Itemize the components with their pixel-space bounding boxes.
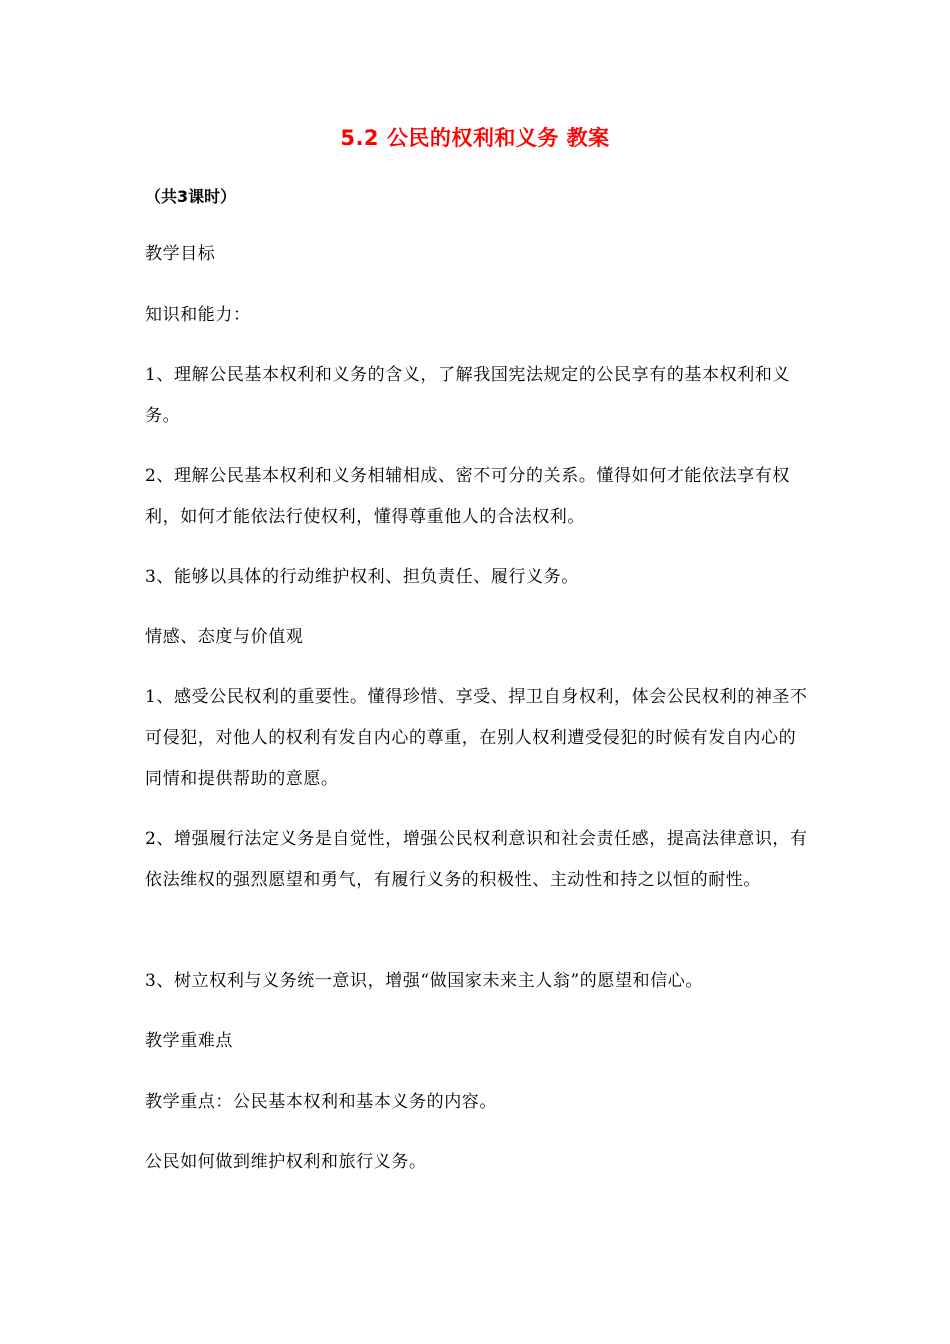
emotion-item-2: 2、增强履行法定义务是自觉性，增强公民权利意识和社会责任感，提高法律意识，有依法维权的强烈愿望和勇气，有履行义务的积极性、主动性和持之以恒的耐性。 bbox=[145, 829, 808, 890]
document-title: 5.2 公民的权利和义务 教案 bbox=[340, 126, 610, 150]
knowledge-item-2: 2、理解公民基本权利和义务相辅相成、密不可分的关系。懂得如何才能依法享有权利，如何才能依法行使权利，懂得尊重他人的合法权利。 bbox=[145, 466, 791, 527]
heading-knowledge-ability: 知识和能力： bbox=[145, 305, 251, 325]
lesson-count: （共3课时） bbox=[145, 187, 237, 206]
heading-teaching-goals: 教学目标 bbox=[145, 244, 216, 264]
emotion-item-1: 1、感受公民权利的重要性。懂得珍惜、享受、捍卫自身权利，体会公民权利的神圣不可侵犯，对他人的权利有发自内心的尊重，在别人权利遭受侵犯的时候有发自内心的同情和提供帮助的意愿。 bbox=[145, 687, 808, 789]
heading-key-difficult-points: 教学重难点 bbox=[145, 1031, 233, 1051]
heading-emotion-values: 情感、态度与价值观 bbox=[145, 627, 304, 647]
key-point-2: 公民如何做到维护权利和旅行义务。 bbox=[145, 1152, 427, 1172]
emotion-item-3: 3、树立权利与义务统一意识，增强“做国家未来主人翁”的愿望和信心。 bbox=[145, 971, 703, 991]
knowledge-item-3: 3、能够以具体的行动维护权利、担负责任、履行义务。 bbox=[145, 567, 579, 587]
knowledge-item-1: 1、理解公民基本权利和义务的含义，了解我国宪法规定的公民享有的基本权利和义务。 bbox=[145, 365, 791, 426]
key-point-1: 教学重点：公民基本权利和基本义务的内容。 bbox=[145, 1092, 497, 1112]
